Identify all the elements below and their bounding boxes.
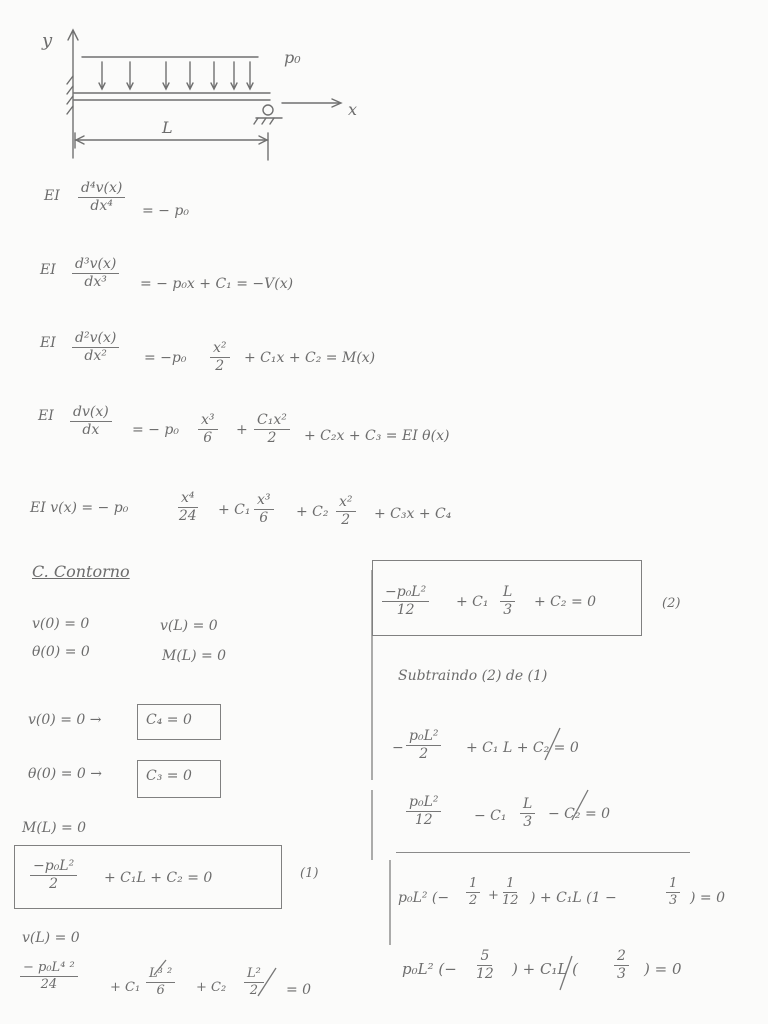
s2-mid: − C₁	[474, 808, 507, 824]
r4-pre: p₀L² (−	[402, 960, 457, 978]
load-label: p₀	[284, 48, 301, 67]
eqB-f1-num: − p₀L⁴ ²	[20, 960, 78, 977]
eqB-plus1: + C₁	[110, 980, 141, 995]
eq5-frac2	[254, 492, 274, 527]
eq3-num: d²v(x)	[72, 330, 119, 348]
eq2r-mid: + C₁	[456, 594, 489, 610]
eq4-frac1	[198, 412, 218, 447]
s2-frac2	[520, 796, 535, 831]
s1-rest: + C₁ L + C₂ = 0	[466, 740, 579, 756]
eqB-f3-num: L²	[244, 966, 264, 983]
bc-v0: v(0) = 0	[32, 616, 90, 632]
eqB-frac3	[244, 966, 264, 998]
eq2r-frac1	[382, 584, 429, 619]
vL-condition: v(L) = 0	[22, 930, 80, 946]
length-label: L	[162, 118, 173, 137]
eq5-f3-num: x²	[336, 494, 356, 512]
r3-f3-num: 1	[666, 876, 680, 893]
eqB-frac1	[20, 960, 78, 992]
fixed-support-hatch	[67, 76, 73, 114]
eq4-ei: EI	[38, 408, 54, 424]
eq5-f2-den: 6	[259, 509, 269, 526]
eqB-end: = 0	[286, 982, 312, 998]
eq1-num: d⁴v(x)	[78, 180, 125, 198]
eq3-rhs-b: + C₁x + C₂ = M(x)	[244, 350, 376, 366]
s1-pre: −	[392, 740, 404, 756]
boundary-heading: C. Contorno	[32, 562, 130, 581]
eq3-frac-den: 2	[215, 357, 225, 374]
eq4-den: dx	[82, 421, 100, 438]
eq3-den: dx²	[84, 347, 107, 364]
r3-mid: ) + C₁L (1 −	[530, 890, 617, 906]
result-v0: v(0) = 0 →	[28, 712, 102, 728]
r3-f3-den: 3	[669, 892, 678, 908]
s2-end: − C₂ = 0	[548, 806, 611, 822]
eqB-plus2: + C₂	[196, 980, 227, 995]
r3-plus: +	[488, 888, 499, 903]
bc-vL: v(L) = 0	[160, 618, 218, 634]
eqB-frac2	[146, 966, 175, 998]
eq2-den: dx³	[84, 273, 107, 290]
subtract-text: Subtraindo (2) de (1)	[398, 668, 548, 684]
eq3-frac-num: x²	[210, 340, 230, 358]
r3-f2-den: 12	[502, 892, 519, 908]
eq4-derivative	[70, 404, 112, 439]
r3-frac2	[502, 876, 519, 908]
eqA-tag: (1)	[300, 866, 319, 881]
load-arrows	[99, 62, 253, 89]
y-axis-label: y	[42, 30, 53, 51]
eq5-lhs: EI v(x) = − p₀	[30, 500, 129, 516]
eq5-frac1	[178, 490, 198, 525]
eq4-f2-den: 2	[267, 429, 277, 446]
r3-end: ) = 0	[690, 890, 725, 906]
eq3-fraction	[210, 340, 230, 375]
eqA-num: −p₀L²	[30, 858, 77, 876]
eq5-f1-den: 24	[178, 507, 197, 524]
eq2r-tag: (2)	[662, 596, 681, 611]
eq3-rhs-a: = −p₀	[144, 350, 187, 366]
eq5-frac3	[336, 494, 356, 529]
ML-condition: M(L) = 0	[22, 820, 87, 836]
eq2-ei: EI	[40, 262, 56, 278]
s2-f-num: L	[520, 796, 535, 814]
eqB-f2-num: L³ ²	[146, 966, 175, 983]
result-c4: C₄ = 0	[146, 712, 192, 728]
eq5-plus2: + C₂	[296, 504, 329, 520]
r4-f2-num: 2	[614, 948, 629, 966]
r3-f1-num: 1	[466, 876, 480, 893]
eq2r-end: + C₂ = 0	[534, 594, 597, 610]
r4-f2-den: 3	[617, 965, 626, 982]
result-theta0: θ(0) = 0 →	[28, 766, 102, 782]
eq5-plus1: + C₁	[218, 502, 251, 518]
result-c3: C₃ = 0	[146, 768, 192, 784]
eq4-rhs-b: + C₂x + C₃ = EI θ(x)	[304, 428, 450, 444]
eq2-derivative	[72, 256, 119, 291]
eq4-f2-num: C₁x²	[254, 412, 290, 430]
eqA-rest: + C₁L + C₂ = 0	[104, 870, 213, 886]
bc-theta0: θ(0) = 0	[32, 644, 90, 660]
eq2-rhs: = − p₀x + C₁ = −V(x)	[140, 276, 294, 292]
roller-support	[263, 105, 273, 115]
eq2r-frac2	[500, 584, 515, 619]
eq5-f2-num: x³	[254, 492, 274, 510]
eq1-den: dx⁴	[90, 197, 113, 214]
eq4-plus1: +	[236, 422, 248, 438]
r3-f2-num: 1	[503, 876, 517, 893]
eq4-f1-den: 6	[203, 429, 213, 446]
r4-f1-den: 12	[476, 965, 494, 982]
bc-ML: M(L) = 0	[162, 648, 227, 664]
s2-num: p₀L²	[406, 794, 441, 812]
eq2r-f2-num: L	[500, 584, 515, 602]
r3-frac1	[466, 876, 480, 908]
x-axis-label: x	[348, 100, 358, 119]
s2-den: 12	[414, 811, 433, 828]
eq2r-f1-den: 12	[396, 601, 415, 618]
eq4-frac2	[254, 412, 290, 447]
eq1-rhs: = − p₀	[142, 203, 189, 219]
r4-end: ) = 0	[644, 960, 682, 978]
r3-frac3	[666, 876, 680, 908]
eq2r-f2-den: 3	[503, 601, 513, 618]
s1-num: p₀L²	[406, 728, 441, 746]
r4-frac1	[476, 948, 494, 983]
s1-den: 2	[419, 745, 429, 762]
eq3-derivative	[72, 330, 119, 365]
eq2-num: d³v(x)	[72, 256, 119, 274]
eq2r-f1-num: −p₀L²	[382, 584, 429, 602]
eqA-den: 2	[49, 875, 59, 892]
eqB-f1-den: 24	[40, 976, 58, 992]
r3-f1-den: 2	[469, 892, 478, 908]
r3-pre: p₀L² (−	[398, 890, 450, 906]
sum-rule	[396, 852, 690, 853]
r4-frac2	[614, 948, 629, 983]
eq3-ei: EI	[40, 335, 56, 351]
s1-frac	[406, 728, 441, 763]
eqA-fraction	[30, 858, 77, 893]
eq5-f1-num: x⁴	[178, 490, 198, 508]
eqB-f2-den: 6	[156, 982, 165, 998]
eq1-ei: EI	[44, 188, 60, 204]
eq5-f3-den: 2	[341, 511, 351, 528]
r4-mid: ) + C₁L (	[512, 960, 579, 978]
eq4-f1-num: x³	[198, 412, 218, 430]
eq5-rhs-b: + C₃x + C₄	[374, 506, 452, 522]
eqB-f3-den: 2	[249, 982, 259, 998]
r4-f1-num: 5	[477, 948, 492, 966]
s2-frac	[406, 794, 441, 829]
eq4-rhs-a: = − p₀	[132, 422, 179, 438]
s2-f-den: 3	[523, 813, 533, 830]
eq4-num: dv(x)	[70, 404, 112, 422]
eq1-derivative	[78, 180, 125, 215]
